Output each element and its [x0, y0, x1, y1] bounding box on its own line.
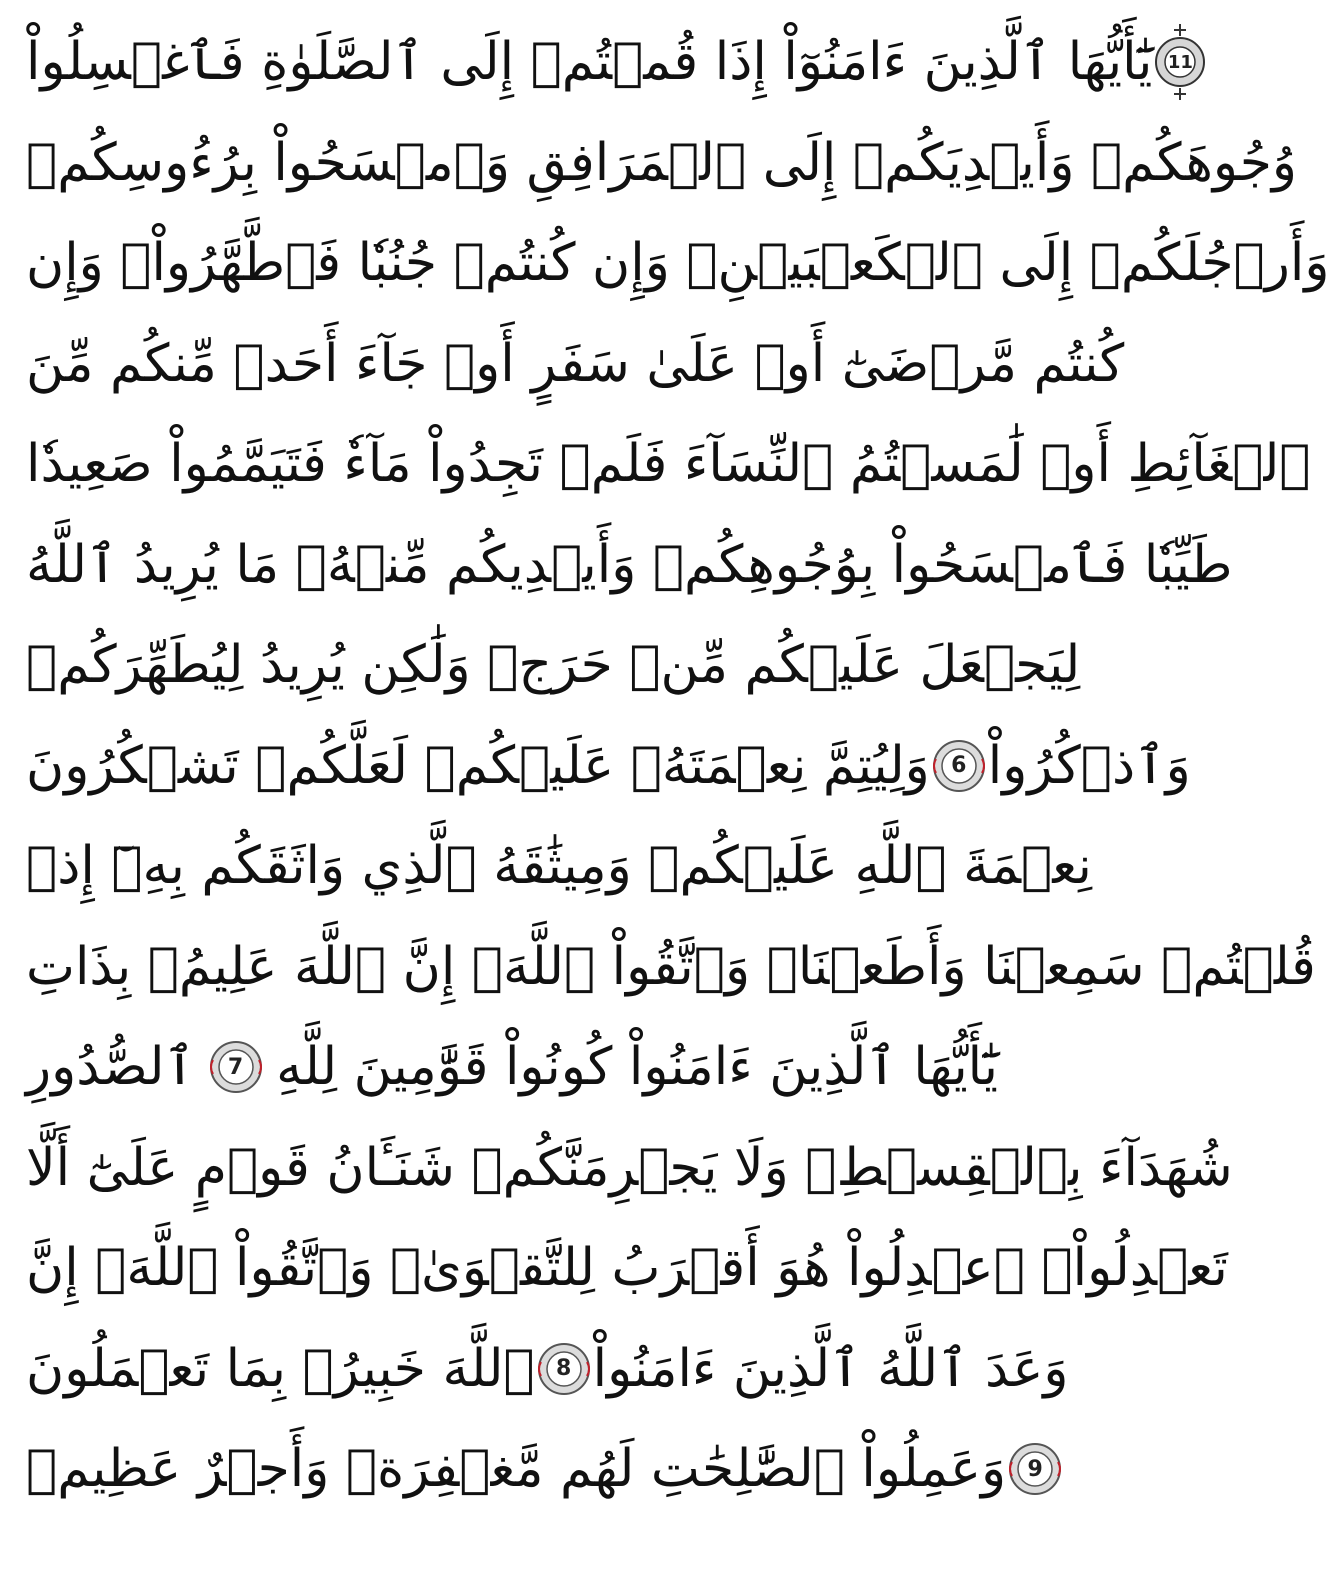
verse-text: طَيِّبٗا فَٱمۡسَحُواْ بِوُجُوهِكُمۡ وَأَيۡدِيكُم مِّنۡهُۚ مَا يُرِيدُ ٱللَّهُ [26, 534, 1233, 595]
verse-line [26, 113, 1298, 214]
juz-number: 11 [1167, 51, 1193, 73]
verse-text: وَٱذۡكُرُواْ [987, 735, 1191, 796]
verse-line [26, 1319, 1069, 1420]
juz-marker [1152, 22, 1208, 102]
verse-lines [26, 12, 1329, 1520]
ayah-number-marker [535, 1340, 593, 1398]
verse-text: يَٰٓأَيُّهَا ٱلَّذِينَ ءَامَنُواْ كُونُواْ قَوَّٰمِينَ لِلَّهِ [276, 1037, 998, 1098]
verse-text: وُجُوهَكُمۡ وَأَيۡدِيَكُمۡ إِلَى ٱلۡمَرَافِقِ وَٱمۡسَحُواْ بِرُءُوسِكُمۡ [26, 132, 1298, 193]
ayah-number: 6 [951, 753, 967, 779]
verse-text: وَعَدَ ٱللَّهُ ٱلَّذِينَ ءَامَنُواْ [592, 1338, 1069, 1399]
verse-text: تَعۡدِلُواْۚ ٱعۡدِلُواْ هُوَ أَقۡرَبُ لِلتَّقۡوَىٰۖ وَٱتَّقُواْ ٱللَّهَۚ إِنَّ [26, 1238, 1228, 1299]
verse-text: قُلۡتُمۡ سَمِعۡنَا وَأَطَعۡنَاۖ وَٱتَّقُواْ ٱللَّهَۚ إِنَّ ٱللَّهَ عَلِيمُۢ بِذَاتِ [26, 936, 1316, 997]
ayah-number-marker [207, 1038, 265, 1096]
ayah-number-marker [1006, 1440, 1064, 1498]
verse-text: ٱلۡغَآئِطِ أَوۡ لَٰمَسۡتُمُ ٱلنِّسَآءَ فَلَمۡ تَجِدُواْ مَآءٗ فَتَيَمَّمُواْ صَعِيدٗا [26, 434, 1311, 495]
verse-line [26, 1118, 1233, 1219]
ayah-number-marker [930, 737, 988, 795]
verse-line [26, 314, 1125, 415]
verse-text: كُنتُم مَّرۡضَىٰٓ أَوۡ عَلَىٰ سَفَرٍ أَوۡ جَآءَ أَحَدٞ مِّنكُم مِّنَ [26, 333, 1125, 394]
verse-line [26, 917, 1316, 1018]
verse-text: شُهَدَآءَ بِٱلۡقِسۡطِۖ وَلَا يَجۡرِمَنَّكُمۡ شَنَـَٔانُ قَوۡمٍ عَلَىٰٓ أَلَّا [26, 1137, 1233, 1198]
verse-text: وَلِيُتِمَّ نِعۡمَتَهُۥ عَلَيۡكُمۡ لَعَلَّكُمۡ تَشۡكُرُونَ [26, 735, 930, 796]
ayah-number: 8 [555, 1356, 572, 1382]
verse-line [26, 716, 1191, 817]
verse-text: ٱللَّهَ خَبِيرُۢ بِمَا تَعۡمَلُونَ [26, 1338, 535, 1399]
verse-text: يَٰٓأَيُّهَا ٱلَّذِينَ ءَامَنُوٓاْ إِذَا قُمۡتُمۡ إِلَى ٱلصَّلَوٰةِ فَٱغۡسِلُواْ [26, 32, 1153, 93]
verse-line [26, 615, 1081, 716]
ayah-number: 9 [1027, 1456, 1043, 1482]
verse-text: وَأَرۡجُلَكُمۡ إِلَى ٱلۡكَعۡبَيۡنِۚ وَإِن كُنتُمۡ جُنُبٗا فَٱطَّهَّرُواْۚ وَإِن [26, 233, 1329, 294]
verse-line [26, 1017, 998, 1118]
verse-line [26, 414, 1311, 515]
ayah-number: 7 [227, 1054, 244, 1080]
verse-line [26, 515, 1233, 616]
verse-text: وَعَمِلُواْ ٱلصَّٰلِحَٰتِ لَهُم مَّغۡفِرَةٞ وَأَجۡرٌ عَظِيمٞ [26, 1439, 1007, 1500]
verse-text: ٱلصُّدُورِ [26, 1037, 195, 1098]
verse-line [26, 213, 1329, 314]
verse-text: نِعۡمَةَ ٱللَّهِ عَلَيۡكُمۡ وَمِيثَٰقَهُ ٱلَّذِي وَاثَقَكُم بِهِۦٓ إِذۡ [26, 836, 1092, 897]
verse-line [26, 1218, 1228, 1319]
verse-text: لِيَجۡعَلَ عَلَيۡكُم مِّنۡ حَرَجٖ وَلَٰكِن يُرِيدُ لِيُطَهِّرَكُمۡ [26, 635, 1081, 696]
verse-line [26, 1419, 1043, 1520]
verse-line [26, 816, 1092, 917]
verse-line [26, 12, 1193, 113]
